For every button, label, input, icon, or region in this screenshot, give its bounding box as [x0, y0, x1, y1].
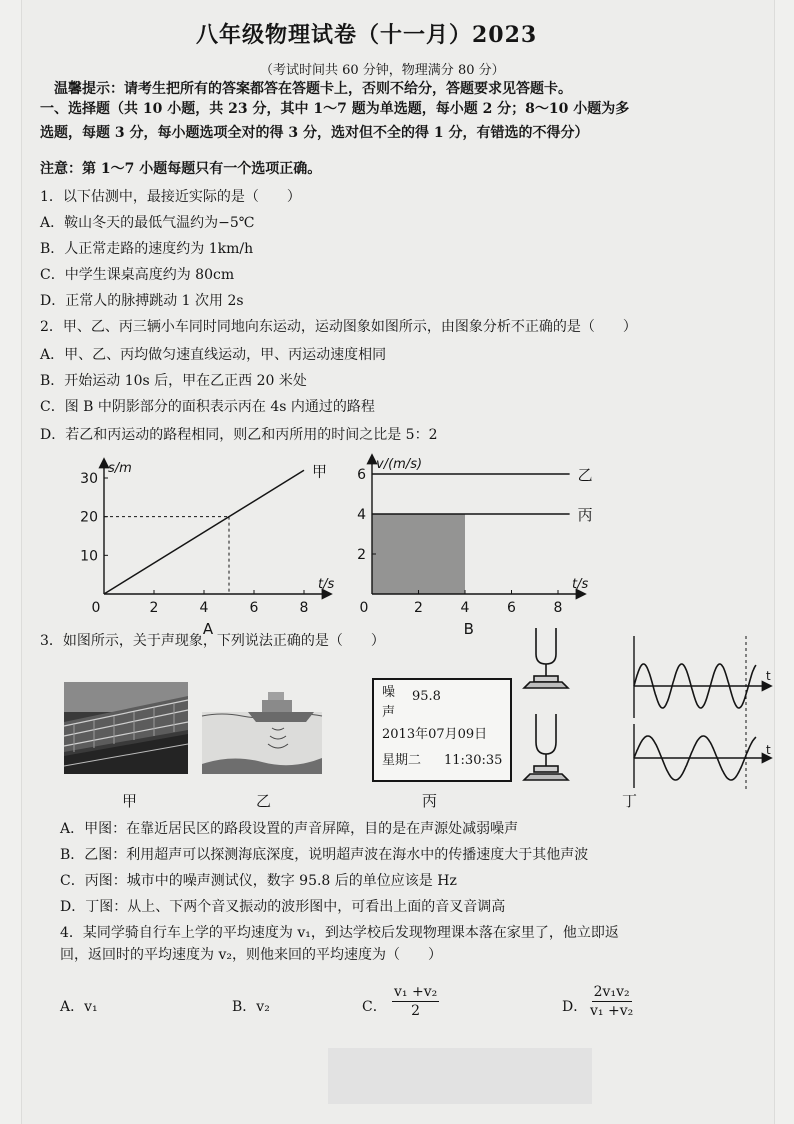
- chart-a-series-label-0: 甲: [312, 462, 328, 481]
- caption-yi: 乙: [256, 792, 272, 810]
- chart-a-y-tick-label: 20: [80, 509, 98, 526]
- q3-option-c: C．丙图：城市中的噪声测试仪，数字 95.8 后的单位应该是 Hz: [60, 873, 457, 889]
- chart-a-y-tick-label: 10: [80, 548, 98, 565]
- chart-a-x-tick-label: 4: [199, 600, 209, 616]
- chart-b-shaded-area: [372, 514, 465, 594]
- q4-option-d-label: D．: [562, 999, 588, 1015]
- tuning-fork-upper-icon: [524, 628, 568, 688]
- q4-option-d-fraction: [590, 984, 633, 1019]
- chart-a-series-line-0: [104, 470, 304, 594]
- q1-option-c: C．中学生课桌高度约为 80cm: [40, 267, 235, 283]
- section1-note: 注意：第 1～7 小题每题只有一个选项正确。: [40, 161, 322, 177]
- tuning-fork-waveforms: [516, 624, 771, 792]
- wave-axis-label-upper: t: [766, 669, 771, 683]
- noise-label-1: 噪: [382, 685, 396, 700]
- q3-stem: 3．如图所示，关于声现象，下列说法正确的是（ ）: [40, 633, 385, 649]
- q4-stem-line1: 4．某同学骑自行车上学的平均速度为 v₁，到达学校后发现物理课本落在家里了，他立即返: [60, 925, 619, 941]
- chart-a-caption: A: [202, 620, 214, 638]
- section1-line2: 选题，每题 3 分，每小题选项全对的得 3 分，选对但不全的得 1 分，有错选的不得分）: [40, 125, 589, 141]
- exam-title: 八年级物理试卷（十一月）2023: [196, 22, 538, 48]
- chart-a: [80, 460, 334, 638]
- chart-b-series-label-1: 丙: [577, 506, 593, 524]
- q4-option-a: A．v₁: [60, 999, 98, 1015]
- q4-option-c-label: C．: [362, 999, 387, 1015]
- chart-a-y-axis-label: s/m: [108, 461, 132, 476]
- q3-option-d: D．丁图：从上、下两个音叉振动的波形图中，可看出上面的音叉音调高: [60, 899, 506, 915]
- chart-b-caption: B: [463, 620, 474, 638]
- wave-axis-label-lower: t: [766, 743, 771, 757]
- chart-b-y-tick-label: 2: [357, 547, 366, 563]
- q3-option-a: A．甲图：在靠近居民区的路段设置的声音屏障，目的是在声源处减弱噪声: [60, 821, 519, 837]
- noise-weekday: 星期二: [382, 753, 422, 768]
- tuning-fork-lower-icon: [524, 714, 568, 780]
- q4-option-d-numerator: 2v₁v₂: [593, 984, 630, 1000]
- noise-label-2: 声: [382, 705, 396, 720]
- q4-option-c-denominator: 2: [411, 1003, 421, 1019]
- chart-b-x-tick-label: 0: [359, 600, 369, 616]
- q2-option-c: C．图 B 中阴影部分的面积表示丙在 4s 内通过的路程: [40, 399, 375, 415]
- chart-b-x-tick-label: 2: [414, 600, 423, 616]
- chart-a-x-tick-label: 6: [249, 600, 259, 616]
- noise-date: 2013年07月09日: [382, 727, 488, 742]
- q4-stem-line2: 回，返回时的平均速度为 v₂，则他来回的平均速度为（ ）: [60, 947, 442, 963]
- noise-meter-display: [372, 678, 512, 782]
- chart-a-y-tick-label: 30: [80, 471, 98, 487]
- chart-a-x-tick-label: 0: [91, 600, 101, 616]
- q4-option-c-numerator: v₁ +v₂: [394, 984, 438, 1000]
- q4-option-d-denominator: v₁ +v₂: [590, 1003, 634, 1019]
- exam-subtitle: （考试时间共 60 分钟，物理满分 80 分）: [260, 63, 505, 78]
- q2-option-a: A．甲、乙、丙均做匀速直线运动，甲、丙运动速度相同: [40, 347, 387, 363]
- tip-label: 温馨提示：: [54, 81, 124, 97]
- caption-jia: 甲: [122, 792, 138, 810]
- chart-a-x-tick-label: 2: [149, 600, 159, 616]
- chart-b: [357, 456, 593, 638]
- q4-option-b: B．v₂: [232, 999, 270, 1015]
- q2-option-b: B．开始运动 10s 后，甲在乙正西 20 米处: [40, 373, 307, 389]
- q1-option-a: A．鞍山冬天的最低气温约为−5℃: [40, 215, 255, 231]
- waveform-axes: [634, 636, 770, 792]
- chart-a-x-axis-label: t/s: [318, 577, 335, 592]
- sound-barrier-photo: [64, 682, 188, 774]
- noise-time: 11:30:35: [444, 753, 503, 768]
- q1-option-d: D．正常人的脉搏跳动 1 次用 2s: [40, 293, 244, 309]
- tip-text: 请考生把所有的答案都答在答题卡上，否则不给分，答题要求见答题卡。: [124, 81, 572, 97]
- chart-b-series-label-0: 乙: [577, 466, 593, 484]
- chart-b-y-axis-label: v/(m/s): [376, 457, 423, 472]
- chart-b-x-tick-label: 4: [460, 600, 470, 616]
- q2-charts: [42, 450, 602, 638]
- chart-b-x-tick-label: 6: [507, 600, 516, 616]
- redacted-area: [328, 1048, 592, 1104]
- caption-bing: 丙: [422, 792, 438, 810]
- exam-sheet: [22, 0, 774, 1124]
- chart-b-y-tick-label: 4: [357, 507, 366, 523]
- q2-option-d: D．若乙和丙运动的路程相同，则乙和丙所用的时间之比是 5：2: [40, 427, 438, 443]
- ultrasonic-ship-picture: [202, 682, 322, 774]
- chart-b-x-axis-label: t/s: [572, 577, 589, 592]
- chart-a-x-tick-label: 8: [299, 600, 309, 616]
- q4-option-c-fraction: [392, 984, 439, 1019]
- q1-option-b: B．人正常走路的速度约为 1km/h: [40, 241, 254, 257]
- tip-row: [54, 80, 572, 98]
- caption-ding: 丁: [622, 792, 638, 810]
- section1-line1: 一、选择题（共 10 小题，共 23 分，其中 1～7 题为单选题，每小题 2 分；8～10 小题为多: [40, 101, 630, 117]
- q2-stem: 2．甲、乙、丙三辆小车同时同地向东运动，运动图象如图所示，由图象分析不正确的是（ ）: [40, 319, 637, 335]
- chart-b-y-tick-label: 6: [357, 467, 366, 483]
- noise-value: 95.8: [412, 689, 441, 704]
- q1-stem: 1．以下估测中，最接近实际的是（ ）: [40, 189, 301, 205]
- chart-b-x-tick-label: 8: [553, 600, 563, 616]
- q3-option-b: B．乙图：利用超声可以探测海底深度，说明超声波在海水中的传播速度大于其他声波: [60, 847, 589, 863]
